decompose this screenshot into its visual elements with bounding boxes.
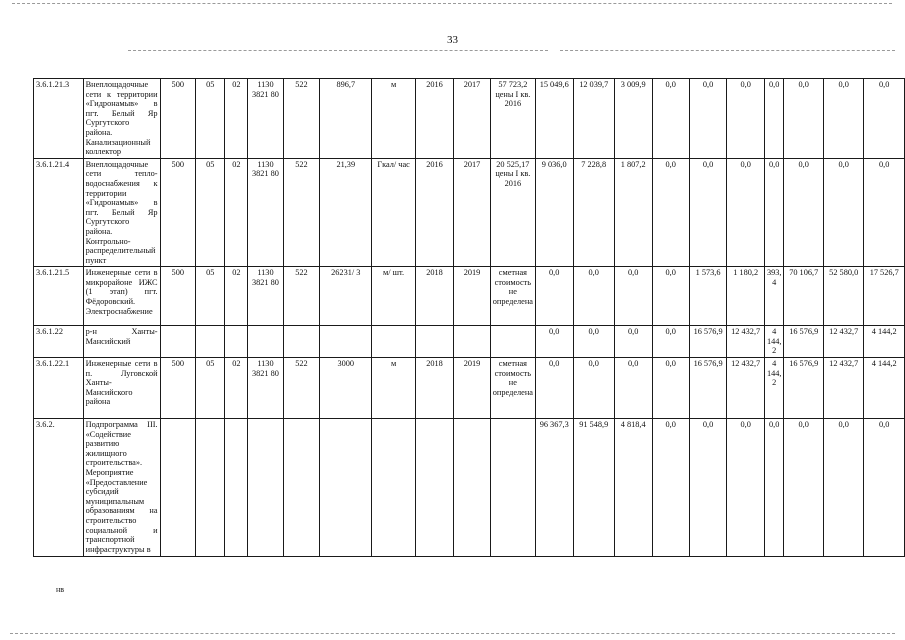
cell-v6: 12 432,7: [727, 358, 765, 419]
cell-v9: 12 432,7: [823, 358, 863, 419]
cell-v5: 0,0: [689, 158, 727, 267]
cell-capacity: [320, 326, 372, 358]
cell-c3: 02: [225, 358, 248, 419]
cell-c4: 1130 3821 80: [248, 79, 284, 159]
cell-unit: Гкал/ час: [372, 158, 415, 267]
cell-end-year: 2017: [454, 158, 491, 267]
cell-v9: 52 580,0: [823, 267, 863, 326]
row-code: 3.6.1.21.5: [34, 267, 84, 326]
bottom-scan-line: [10, 633, 895, 634]
cell-v5: 0,0: [689, 419, 727, 557]
cell-v9: 0,0: [823, 158, 863, 267]
cell-v7: 4 144, 2: [764, 326, 784, 358]
cell-c4: [248, 419, 284, 557]
cell-start-year: [415, 419, 453, 557]
cell-start-year: 2016: [415, 79, 453, 159]
cell-v3: 3 009,9: [614, 79, 652, 159]
cell-v4: 0,0: [652, 419, 689, 557]
cell-v4: 0,0: [652, 267, 689, 326]
footer-mark: нв: [56, 585, 65, 594]
cell-c2: 05: [196, 358, 225, 419]
cell-v6: 0,0: [727, 158, 765, 267]
cell-v2: 0,0: [573, 358, 614, 419]
cell-v5: 0,0: [689, 79, 727, 159]
cell-v4: 0,0: [652, 358, 689, 419]
cell-v10: 0,0: [864, 79, 905, 159]
cell-c1: 500: [160, 79, 195, 159]
cell-v1: 0,0: [535, 358, 573, 419]
row-name: Инженерные сети в п. Луговской Ханты-Мансийского района: [83, 358, 160, 419]
cell-cost: 20 525,17 цены I кв. 2016: [490, 158, 535, 267]
cell-v2: 12 039,7: [573, 79, 614, 159]
cell-c5: 522: [283, 158, 319, 267]
cell-v8: 0,0: [784, 79, 824, 159]
cell-start-year: 2018: [415, 267, 453, 326]
cell-capacity: 21,39: [320, 158, 372, 267]
cell-v4: 0,0: [652, 326, 689, 358]
table-row: [34, 158, 905, 267]
cell-c5: 522: [283, 267, 319, 326]
row-code: 3.6.1.22.1: [34, 358, 84, 419]
row-code: 3.6.2.: [34, 419, 84, 557]
cell-c3: 02: [225, 79, 248, 159]
cell-v1: 0,0: [535, 267, 573, 326]
cell-c5: [283, 326, 319, 358]
cell-c5: [283, 419, 319, 557]
cell-c4: [248, 326, 284, 358]
cell-cost: [490, 419, 535, 557]
row-name: р-н Ханты-Мансийский: [83, 326, 160, 358]
top-scan-line: [12, 3, 892, 4]
cell-c1: 500: [160, 158, 195, 267]
cell-v10: 0,0: [864, 158, 905, 267]
cell-capacity: 3000: [320, 358, 372, 419]
table-row: [34, 326, 905, 358]
cell-v9: 12 432,7: [823, 326, 863, 358]
cell-c3: 02: [225, 158, 248, 267]
cell-end-year: [454, 326, 491, 358]
table-row: [34, 79, 905, 159]
cell-v4: 0,0: [652, 79, 689, 159]
cell-v7: 0,0: [764, 158, 784, 267]
cell-cost: сметная стоимость не определена: [490, 358, 535, 419]
cell-unit: м: [372, 79, 415, 159]
cell-v1: 0,0: [535, 326, 573, 358]
cell-v5: 16 576,9: [689, 358, 727, 419]
cell-c4: 1130 3821 80: [248, 267, 284, 326]
cell-capacity: [320, 419, 372, 557]
cell-v6: 0,0: [727, 79, 765, 159]
cell-unit: [372, 419, 415, 557]
cell-cost: 57 723,2 цены I кв. 2016: [490, 79, 535, 159]
cell-start-year: 2018: [415, 358, 453, 419]
cell-v7: 393, 4: [764, 267, 784, 326]
row-code: 3.6.1.21.3: [34, 79, 84, 159]
cell-v2: 91 548,9: [573, 419, 614, 557]
row-name: Внеплощадочные сети тепло-водоснабжения к территории «Гидронамыв» в пгт. Белый Яр Сургутского района. Контрольно-распределительный пункт: [83, 158, 160, 267]
cell-v1: 9 036,0: [535, 158, 573, 267]
cell-v1: 15 049,6: [535, 79, 573, 159]
cell-v10: 0,0: [864, 419, 905, 557]
table-row: [34, 358, 905, 419]
cell-c3: [225, 326, 248, 358]
cell-v2: 0,0: [573, 326, 614, 358]
cell-v2: 0,0: [573, 267, 614, 326]
cell-c5: 522: [283, 358, 319, 419]
row-code: 3.6.1.21.4: [34, 158, 84, 267]
cell-v10: 4 144,2: [864, 358, 905, 419]
cell-cost: [490, 326, 535, 358]
row-name: Внеплощадочные сети к территории «Гидронамыв» в пгт. Белый Яр Сургутского района. Канализационный коллектор: [83, 79, 160, 159]
cell-end-year: 2019: [454, 267, 491, 326]
cell-v6: 1 180,2: [727, 267, 765, 326]
cell-c2: [196, 326, 225, 358]
cell-v8: 70 106,7: [784, 267, 824, 326]
cell-capacity: 26231/ 3: [320, 267, 372, 326]
row-name: Подпрограмма III. «Содействие развитию жилищного строительства». Мероприятие «Предоставление субсидий муниципальным образованиям на строительство социальной и транспортной инфраструктуры в: [83, 419, 160, 557]
budget-table: [33, 78, 905, 557]
cell-v8: 16 576,9: [784, 326, 824, 358]
cell-v8: 0,0: [784, 158, 824, 267]
cell-v10: 17 526,7: [864, 267, 905, 326]
cell-capacity: 896,7: [320, 79, 372, 159]
page-number: 33: [447, 34, 458, 46]
cell-end-year: 2019: [454, 358, 491, 419]
cell-v3: 1 807,2: [614, 158, 652, 267]
cell-c3: [225, 419, 248, 557]
cell-end-year: 2017: [454, 79, 491, 159]
cell-v7: 0,0: [764, 79, 784, 159]
cell-c1: [160, 419, 195, 557]
cell-c2: 05: [196, 267, 225, 326]
cell-unit: м: [372, 358, 415, 419]
cell-c1: 500: [160, 267, 195, 326]
table-row: [34, 419, 905, 557]
cell-c2: 05: [196, 158, 225, 267]
table-row: [34, 267, 905, 326]
cell-c1: [160, 326, 195, 358]
cell-v7: 4 144, 2: [764, 358, 784, 419]
cell-v8: 0,0: [784, 419, 824, 557]
cell-c2: [196, 419, 225, 557]
row-name: Инженерные сети в микрорайоне ИЖС (1 этап) пгт. Фёдоровский. Электроснабжение: [83, 267, 160, 326]
cell-v6: 0,0: [727, 419, 765, 557]
cell-start-year: 2016: [415, 158, 453, 267]
cell-unit: м/ шт.: [372, 267, 415, 326]
cell-v9: 0,0: [823, 79, 863, 159]
cell-c2: 05: [196, 79, 225, 159]
cell-v3: 0,0: [614, 267, 652, 326]
cell-v7: 0,0: [764, 419, 784, 557]
cell-v4: 0,0: [652, 158, 689, 267]
header-rule-left: [128, 50, 548, 51]
row-code: 3.6.1.22: [34, 326, 84, 358]
header-rule-right: [560, 50, 895, 51]
cell-v5: 1 573,6: [689, 267, 727, 326]
cell-v1: 96 367,3: [535, 419, 573, 557]
cell-v5: 16 576,9: [689, 326, 727, 358]
cell-c5: 522: [283, 79, 319, 159]
cell-v3: 0,0: [614, 326, 652, 358]
cell-v3: 4 818,4: [614, 419, 652, 557]
cell-c4: 1130 3821 80: [248, 358, 284, 419]
cell-c3: 02: [225, 267, 248, 326]
cell-start-year: [415, 326, 453, 358]
cell-v6: 12 432,7: [727, 326, 765, 358]
cell-v10: 4 144,2: [864, 326, 905, 358]
cell-v9: 0,0: [823, 419, 863, 557]
cell-unit: [372, 326, 415, 358]
cell-v8: 16 576,9: [784, 358, 824, 419]
cell-cost: сметная стоимость не определена: [490, 267, 535, 326]
cell-c4: 1130 3821 80: [248, 158, 284, 267]
cell-c1: 500: [160, 358, 195, 419]
cell-v2: 7 228,8: [573, 158, 614, 267]
cell-v3: 0,0: [614, 358, 652, 419]
cell-end-year: [454, 419, 491, 557]
